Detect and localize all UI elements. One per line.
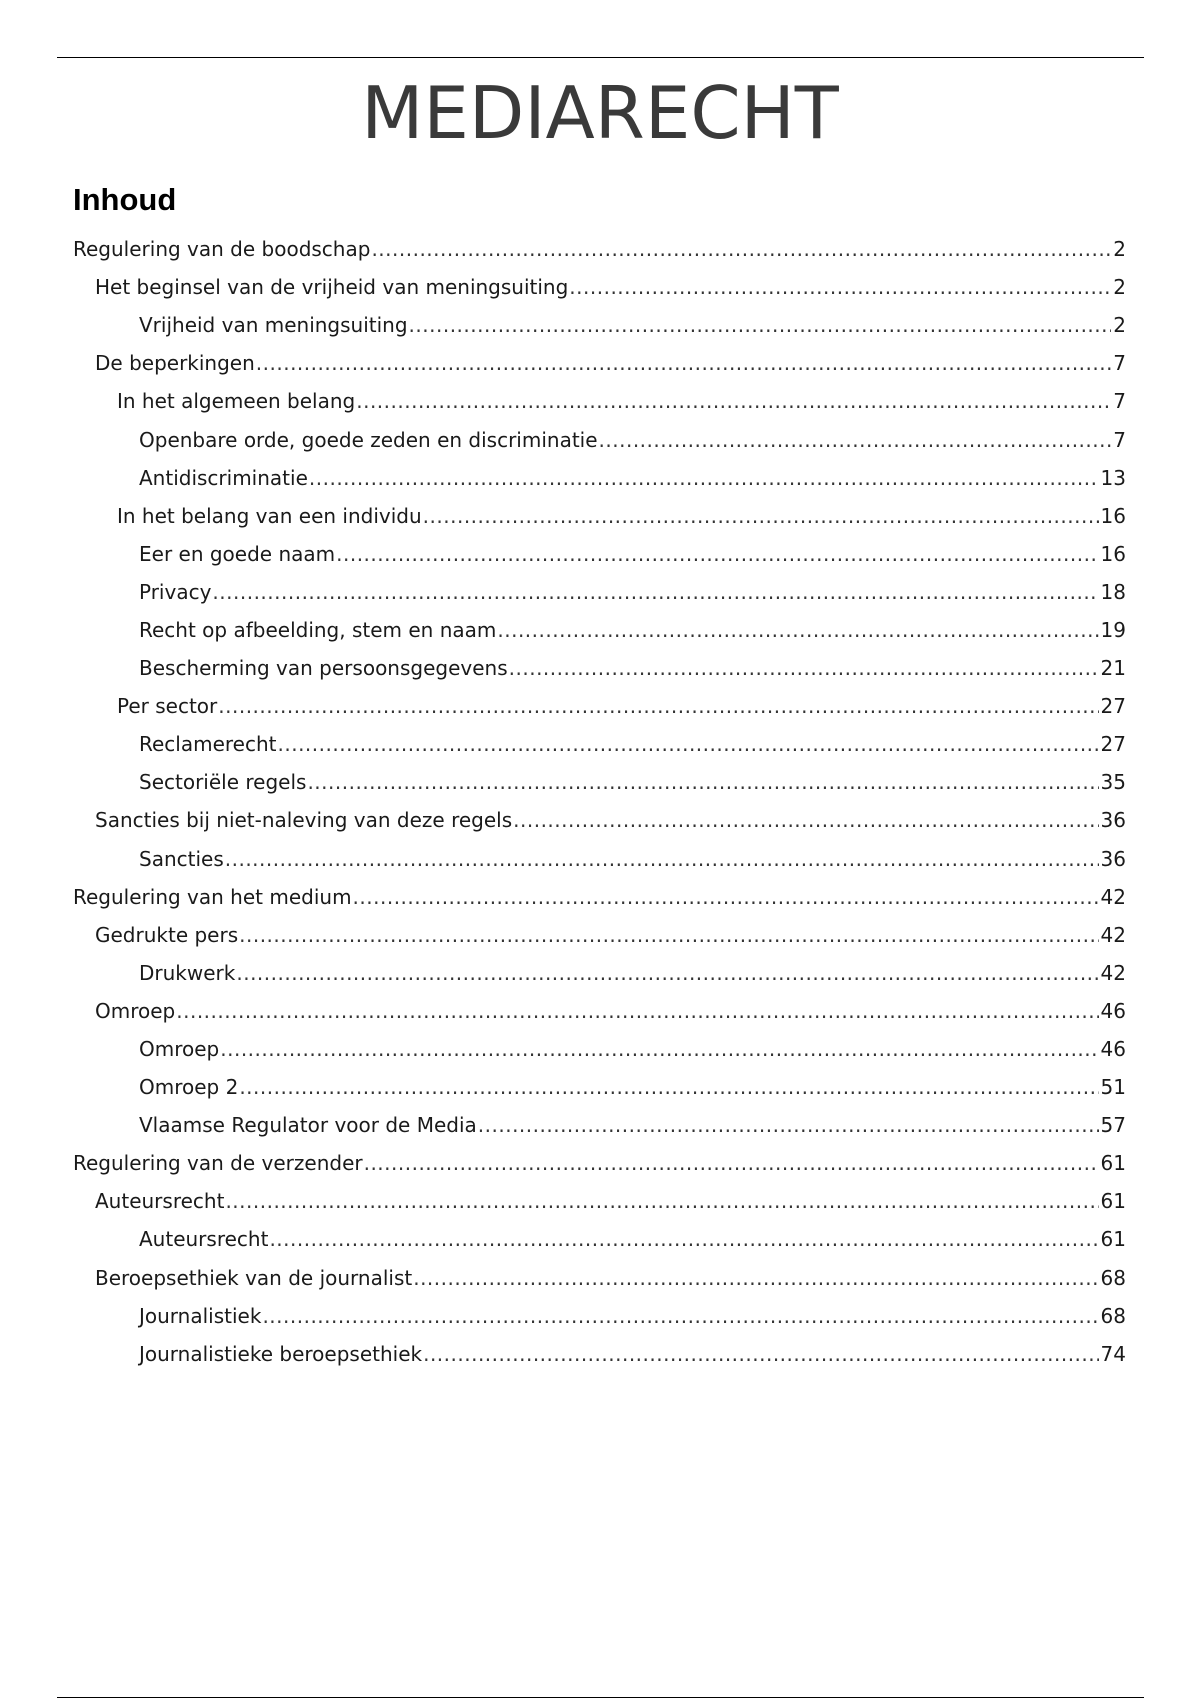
toc-entry[interactable] [0,1144,1200,1182]
toc-dot-leader [336,542,1098,566]
toc-entry[interactable] [0,573,1200,611]
top-rule [57,57,1144,58]
toc-entry-label: Reclamerecht [139,732,277,757]
toc-entry[interactable] [0,1220,1200,1258]
toc-entry-label: Sancties [139,846,224,871]
toc-entry[interactable] [0,649,1200,687]
toc-dot-leader [478,1113,1099,1137]
toc-page-number: 42 [1100,960,1126,985]
toc-page-number: 36 [1100,846,1126,871]
toc-page-number: 61 [1100,1151,1126,1176]
toc-entry[interactable] [0,1335,1200,1373]
toc-dot-leader [236,961,1098,985]
toc-entry-label: Antidiscriminatie [139,465,308,490]
toc-page-number: 68 [1100,1265,1126,1290]
toc-entry[interactable] [0,916,1200,954]
table-of-contents [0,230,1200,1373]
toc-page-number: 19 [1100,617,1126,642]
toc-dot-leader [356,389,1111,413]
toc-dot-leader [569,275,1111,299]
toc-entry[interactable] [0,725,1200,763]
toc-page-number: 7 [1113,427,1126,452]
toc-dot-leader [269,1227,1098,1251]
toc-entry-label: In het algemeen belang [117,389,356,414]
toc-page-number: 7 [1113,351,1126,376]
toc-entry[interactable] [0,611,1200,649]
document-title: MEDIARECHT [361,71,839,155]
toc-entry[interactable] [0,306,1200,344]
toc-page-number: 46 [1100,998,1126,1023]
toc-page-number: 18 [1100,579,1126,604]
toc-entry-label: Vlaamse Regulator voor de Media [139,1113,477,1138]
bottom-rule [57,1697,1144,1698]
toc-entry[interactable] [0,878,1200,916]
toc-entry[interactable] [0,497,1200,535]
toc-dot-leader [225,847,1099,871]
toc-entry-label: Omroep 2 [139,1075,239,1100]
toc-dot-leader [509,656,1099,680]
toc-dot-leader [409,313,1112,337]
toc-dot-leader [256,351,1111,375]
toc-dot-leader [497,618,1098,642]
toc-entry-label: Omroep [95,998,176,1023]
toc-entry-label: Het beginsel van de vrijheid van meningsuiting [95,275,569,300]
toc-dot-leader [364,1151,1099,1175]
toc-entry[interactable] [0,459,1200,497]
toc-entry-label: Openbare orde, goede zeden en discriminatie [139,427,598,452]
toc-page-number: 2 [1113,237,1126,262]
toc-entry[interactable] [0,344,1200,382]
toc-dot-leader [239,1075,1098,1099]
toc-dot-leader [307,770,1098,794]
toc-entry-label: Sancties bij niet-naleving van deze regels [95,808,513,833]
toc-entry[interactable] [0,840,1200,878]
toc-page-number: 51 [1100,1075,1126,1100]
toc-page-number: 2 [1113,313,1126,338]
toc-dot-leader [309,466,1099,490]
toc-entry-label: Bescherming van persoonsgegevens [139,656,508,681]
toc-entry[interactable] [0,992,1200,1030]
toc-entry-label: Journalistieke beroepsethiek [139,1341,423,1366]
toc-entry[interactable] [0,382,1200,420]
toc-page-number: 57 [1100,1113,1126,1138]
toc-page-number: 36 [1100,808,1126,833]
toc-dot-leader [599,428,1112,452]
toc-entry[interactable] [0,1030,1200,1068]
toc-entry[interactable] [0,1106,1200,1144]
toc-page-number: 27 [1100,732,1126,757]
toc-entry-label: In het belang van een individu [117,503,422,528]
toc-entry[interactable] [0,420,1200,458]
toc-entry-label: Vrijheid van meningsuiting [139,313,408,338]
toc-entry-label: Gedrukte pers [95,922,239,947]
toc-page-number: 61 [1100,1189,1126,1214]
toc-dot-leader [225,1189,1098,1213]
toc-entry-label: Omroep [139,1037,220,1062]
toc-dot-leader [239,923,1098,947]
toc-dot-leader [220,1037,1098,1061]
toc-page-number: 35 [1100,770,1126,795]
toc-entry-label: Regulering van het medium [73,884,352,909]
toc-page-number: 42 [1100,922,1126,947]
toc-dot-leader [423,1342,1098,1366]
toc-entry[interactable] [0,763,1200,801]
toc-entry-label: Sectoriële regels [139,770,307,795]
toc-dot-leader [212,580,1098,604]
toc-entry-label: Auteursrecht [139,1227,269,1252]
toc-entry-label: Regulering van de boodschap [73,237,371,262]
toc-dot-leader [513,808,1098,832]
toc-entry-label: De beperkingen [95,351,255,376]
toc-entry[interactable] [0,954,1200,992]
toc-dot-leader [218,694,1098,718]
toc-heading: Inhoud [73,182,177,217]
toc-entry[interactable] [0,801,1200,839]
toc-page-number: 42 [1100,884,1126,909]
toc-page-number: 16 [1100,503,1126,528]
toc-entry[interactable] [0,230,1200,268]
toc-entry-label: Eer en goede naam [139,541,336,566]
toc-entry[interactable] [0,1068,1200,1106]
toc-page-number: 74 [1100,1341,1126,1366]
toc-dot-leader [413,1266,1098,1290]
toc-dot-leader [176,999,1098,1023]
toc-entry-label: Privacy [139,579,212,604]
toc-dot-leader [371,237,1111,261]
toc-page-number: 21 [1100,656,1126,681]
toc-entry-label: Journalistiek [139,1303,262,1328]
toc-page-number: 46 [1100,1037,1126,1062]
toc-entry[interactable] [0,687,1200,725]
toc-entry-label: Auteursrecht [95,1189,225,1214]
toc-page-number: 13 [1100,465,1126,490]
toc-entry[interactable] [0,1182,1200,1220]
toc-entry-label: Recht op afbeelding, stem en naam [139,617,497,642]
toc-entry[interactable] [0,268,1200,306]
toc-dot-leader [262,1304,1098,1328]
toc-dot-leader [353,885,1099,909]
toc-entry-label: Drukwerk [139,960,236,985]
toc-dot-leader [278,732,1099,756]
toc-entry-label: Regulering van de verzender [73,1151,363,1176]
toc-page-number: 61 [1100,1227,1126,1252]
toc-entry[interactable] [0,1297,1200,1335]
toc-page-number: 16 [1100,541,1126,566]
toc-entry-label: Per sector [117,694,218,719]
toc-dot-leader [423,504,1099,528]
toc-page-number: 7 [1113,389,1126,414]
toc-page-number: 2 [1113,275,1126,300]
toc-entry[interactable] [0,535,1200,573]
toc-entry-label: Beroepsethiek van de journalist [95,1265,413,1290]
toc-page-number: 68 [1100,1303,1126,1328]
toc-page-number: 27 [1100,694,1126,719]
toc-entry[interactable] [0,1259,1200,1297]
